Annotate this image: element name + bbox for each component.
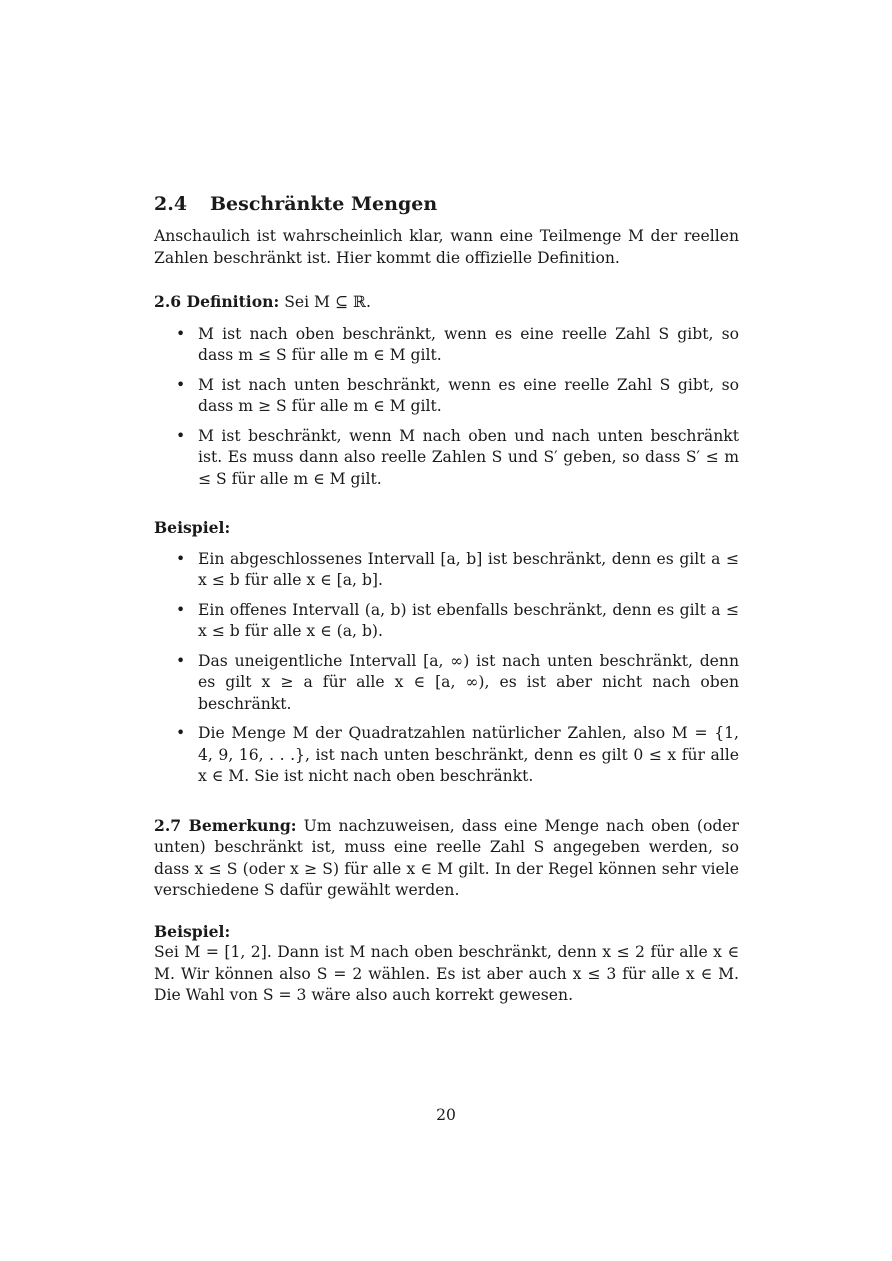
bullet-icon: • [176,724,186,742]
list-item: • M ist nach unten beschränkt, wenn es eine reelle Zahl S gibt, so dass m ≥ S für alle m ∈ M gilt. [176,375,739,415]
bullet-icon: • [176,375,186,394]
page-content [154,192,739,1007]
definition-list [154,324,739,491]
bullet-icon: • [176,549,186,568]
remark-text: Um nachzuweisen, dass eine Menge nach oben (oder unten) beschränkt ist, muss eine reelle Zahl S angegeben werden, so dass x ≤ S (oder x ≥ S) für alle x ∈ M gilt. In der Regel können sehr viele verschiedene S dafür gewählt werden. [154,816,739,899]
remark-paragraph [154,815,739,902]
section-intro: Anschaulich ist wahrscheinlich klar, wann eine Teilmenge M der reellen Zahlen beschränkt ist. Hier kommt die offizielle Definition. [154,227,739,267]
list-item: • Das uneigentliche Intervall [a, ∞) ist nach unten beschränkt, denn es gilt x ≥ a für alle x ∈ [a, ∞), es ist aber nicht nach oben beschränkt. [176,651,739,713]
section-heading [154,192,739,216]
bullet-icon: • [176,651,186,670]
list-item: • Ein abgeschlossenes Intervall [a, b] ist beschränkt, denn es gilt a ≤ x ≤ b für alle x ∈ [a, b]. [176,549,739,589]
list-item: • Die Menge M der Quadratzahlen natürlicher Zahlen, also M = {1, 4, 9, 16, . . .}, ist nach unten beschränkt, denn es gilt 0 ≤ x für alle x ∈ M. Sie ist nicht nach oben beschränkt. [176,724,739,785]
example-list [154,549,739,788]
example-label: Beispiel: [154,518,231,537]
definition-paragraph [154,291,739,314]
list-item: • Ein offenes Intervall (a, b) ist ebenfalls beschränkt, denn es gilt a ≤ x ≤ b für alle x ∈ (a, b). [176,600,739,640]
bullet-icon: • [176,600,186,619]
list-item: • M ist beschränkt, wenn M nach oben und nach unten beschränkt ist. Es muss dann also reelle Zahlen S und S′ geben, so dass S′ ≤ m ≤ S für alle m ∈ M gilt. [176,426,739,488]
section-title: Beschränkte Mengen [210,193,438,215]
definition-text: Sei M ⊆ ℝ. [284,293,371,311]
definition-label: 2.6 Definition: [154,292,280,311]
bullet-icon: • [176,426,186,445]
remark-label: 2.7 Bemerkung: [154,815,297,835]
page-number: 20 [436,1106,456,1124]
example2-text: Sei M = [1, 2]. Dann ist M nach oben beschränkt, denn x ≤ 2 für alle x ∈ M. Wir können also S = 2 wählen. Es ist aber auch x ≤ 3 für alle x ∈ M. Die Wahl von S = 3 wäre also auch korrekt gewesen. [154,943,739,1004]
example2-label: Beispiel: [154,921,231,941]
bullet-icon: • [176,324,186,343]
section-number: 2.4 [154,193,188,215]
list-item: • M ist nach oben beschränkt, wenn es eine reelle Zahl S gibt, so dass m ≤ S für alle m ∈ M gilt. [176,324,739,364]
